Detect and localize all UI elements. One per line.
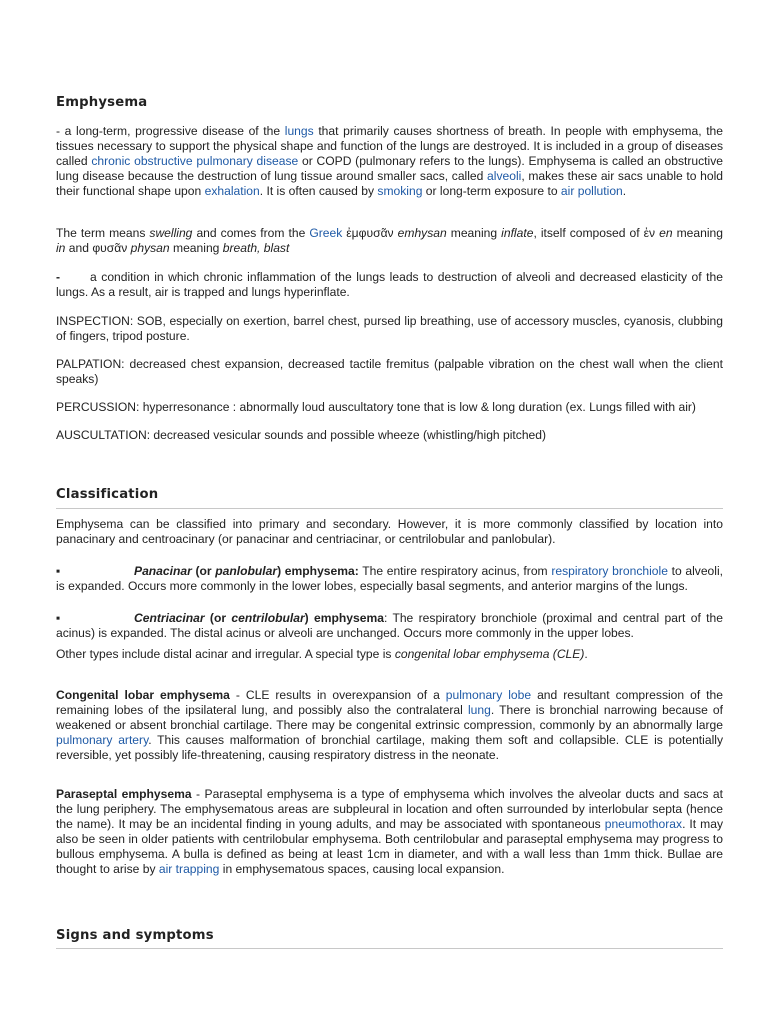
- link-lung[interactable]: lung: [467, 703, 491, 717]
- section-signs: [56, 928, 723, 949]
- emphysema-heading: Emphysema: [56, 95, 148, 110]
- other-types: [56, 647, 723, 662]
- bullet-centriacinar: [56, 611, 723, 641]
- emphysema-definition: [56, 124, 723, 199]
- link-air-trapping[interactable]: air trapping: [158, 862, 220, 876]
- link-pulmonary-artery[interactable]: pulmonary artery: [56, 733, 149, 747]
- classification-intro-text: Emphysema can be classified into primary and secondary. However, it is more commonly classified by location into panacinary and centroacinary (or panacinar and centriacinar, or centrilobular and panlobular).: [56, 517, 723, 546]
- inspection-text: INSPECTION: SOB, especially on exertion, barrel chest, pursed lip breathing, use of accessory muscles, cyanosis, clubbing of fingers, tripod posture.: [56, 314, 723, 343]
- link-copd[interactable]: chronic obstructive pulmonary disease: [91, 154, 299, 168]
- auscultation-text: AUSCULTATION: decreased vesicular sounds and possible wheeze (whistling/high pitched): [56, 428, 547, 442]
- link-air-pollution[interactable]: air pollution: [560, 184, 623, 198]
- link-pulmonary-lobe[interactable]: pulmonary lobe: [445, 688, 532, 702]
- classification-divider: [56, 508, 723, 509]
- classification-intro: [56, 517, 723, 547]
- link-pneumothorax[interactable]: pneumothorax: [604, 817, 683, 831]
- cle-text: Congenital lobar emphysema - CLE results in overexpansion of a pulmonary lobe and resultant compression of the remaining lobes of the ipsilateral lung, and possibly also the contralateral lung. There is bronchial narrowing because of weakened or absent bronchial cartilage. There may be congenital extrinsic compression, commonly by an abnormally large pulmonary artery. This causes malformation of bronchial cartilage, making them soft and collapsible. CLE is potentially reversible, yet possibly life-threatening, causing respiratory distress in the neonate.: [56, 688, 723, 762]
- link-exhalation[interactable]: exhalation: [204, 184, 260, 198]
- paraseptal-paragraph: [56, 787, 723, 877]
- centriacinar-text: ▪ Centriacinar (or centrilobular) emphysema: The respiratory bronchiole (proximal and central part of the acinus) is expanded. The distal acinus or alveoli are unchanged. Occurs more commonly in the upper lobes.: [56, 611, 723, 640]
- signs-heading: Signs and symptoms: [56, 928, 214, 943]
- bullet-marker: ▪: [56, 564, 61, 578]
- emphysema-definition-text: - a long-term, progressive disease of the lungs that primarily causes shortness of breath. In people with emphysema, the tissues necessary to support the physical shape and function of the lungs are destroyed. It is included in a group of diseases called chronic obstructive pulmonary disease or COPD (pulmonary refers to the lungs). Emphysema is called an obstructive lung disease because the destruction of lung tissue around smaller sacs, called alveoli, makes these air sacs unable to hold their functional shape upon exhalation. It is often caused by smoking or long-term exposure to air pollution.: [56, 124, 724, 198]
- etymology-text: The term means swelling and comes from the Greek ἐμφυσᾶν emhysan meaning inflate, itself composed of ἐν en meaning in and φυσᾶν physan meaning breath, blast: [56, 226, 723, 255]
- cle-paragraph: [56, 688, 723, 763]
- signs-divider: [56, 948, 723, 949]
- section-classification: [56, 487, 723, 509]
- condition-definition: [56, 270, 723, 300]
- link-greek[interactable]: Greek: [309, 226, 343, 240]
- section-emphysema: [56, 95, 723, 110]
- link-lungs[interactable]: lungs: [284, 124, 314, 138]
- classification-heading: Classification: [56, 487, 159, 502]
- percussion: [56, 400, 723, 415]
- bullet-marker: ▪: [56, 611, 61, 625]
- palpation-text: PALPATION: decreased chest expansion, decreased tactile fremitus (palpable vibration on the chest wall when the client speaks): [56, 357, 723, 386]
- condition-definition-text: - a condition in which chronic inflammation of the lungs leads to destruction of alveoli and decreased elasticity of the lungs. As a result, air is trapped and lungs hyperinflate.: [56, 270, 723, 299]
- paraseptal-text: Paraseptal emphysema - Paraseptal emphysema is a type of emphysema which involves the alveolar ducts and sacs at the lung periphery. The emphysematous areas are subpleural in location and often surrounded by interlobular septa (hence the name). It may be an incidental finding in young adults, and may be associated with spontaneous pneumothorax. It may also be seen in older patients with centrilobular emphysema. Both centrilobular and paraseptal emphysema may progress to bullous emphysema. A bulla is defined as being at least 1cm in diameter, and with a wall less than 1mm thick. Bullae are thought to arise by air trapping in emphysematous spaces, causing local expansion.: [56, 787, 723, 876]
- percussion-text: PERCUSSION: hyperresonance : abnormally loud auscultatory tone that is low & long duration (ex. Lungs filled with air): [56, 400, 696, 414]
- etymology: [56, 226, 723, 256]
- bullet-panacinar: [56, 564, 723, 594]
- inspection: [56, 314, 723, 344]
- panacinar-text: ▪ Panacinar (or panlobular) emphysema: The entire respiratory acinus, from respiratory bronchiole to alveoli, is expanded. Occurs more commonly in the lower lobes, especially basal segments, and anterior margins of the lungs.: [56, 564, 724, 593]
- link-smoking[interactable]: smoking: [377, 184, 423, 198]
- palpation: [56, 357, 723, 387]
- auscultation: [56, 428, 723, 443]
- other-types-text: Other types include distal acinar and irregular. A special type is congenital lobar emphysema (CLE).: [56, 647, 588, 661]
- link-respiratory-bronchiole[interactable]: respiratory bronchiole: [551, 564, 668, 578]
- link-alveoli[interactable]: alveoli: [487, 169, 522, 183]
